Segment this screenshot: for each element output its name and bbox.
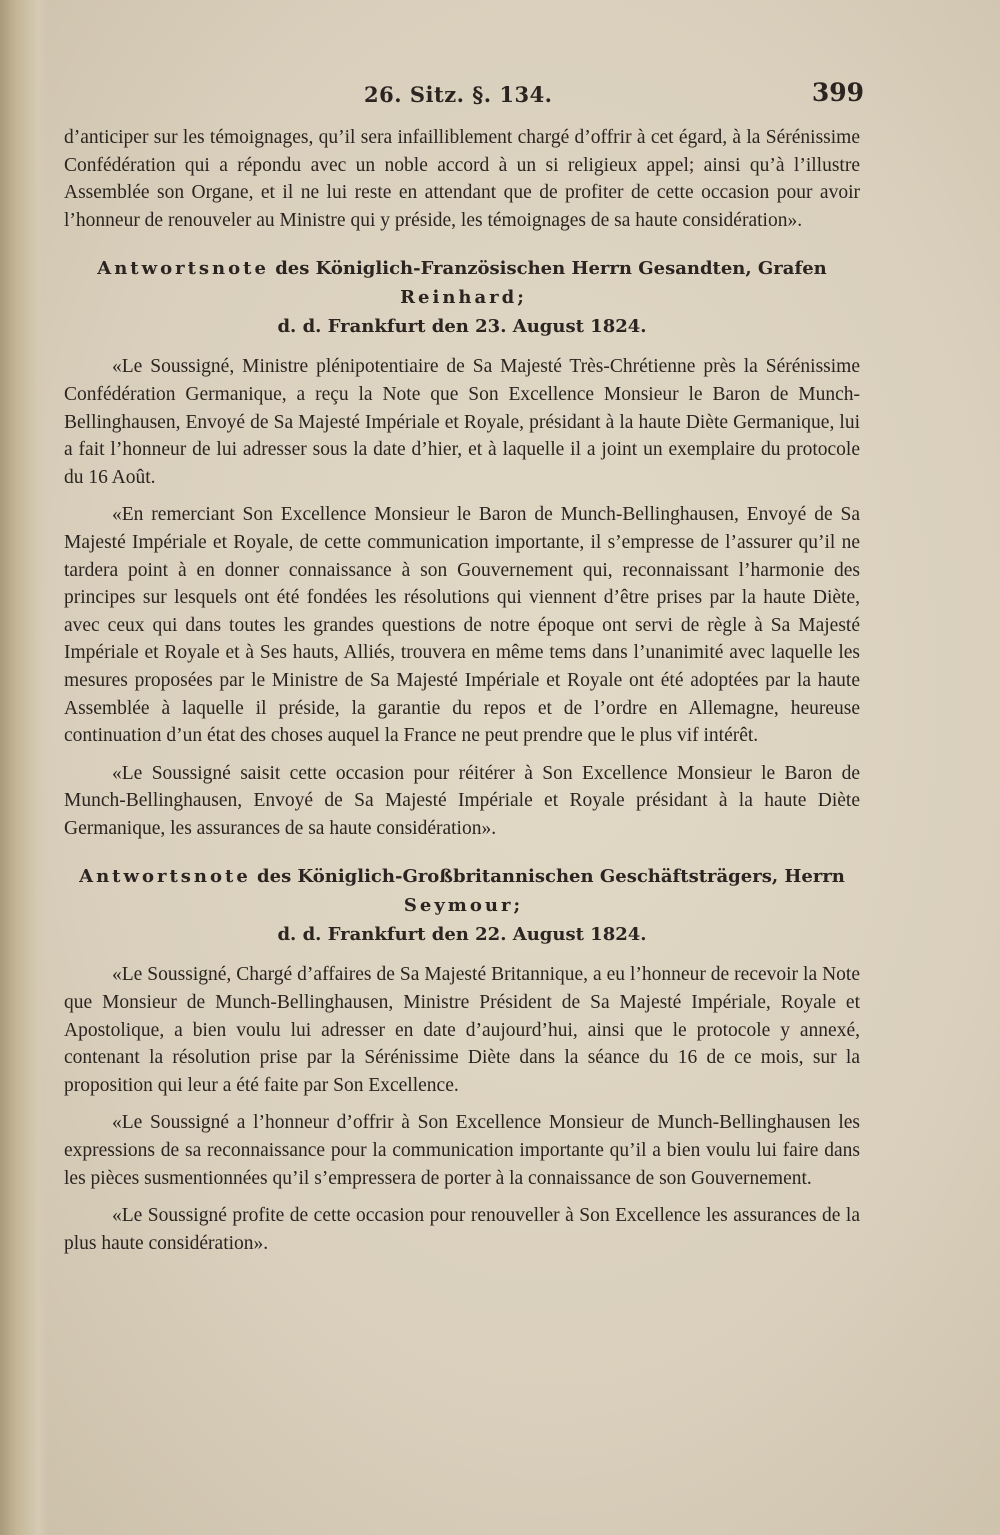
heading-date-line: d. d. Frankfurt den 23. August 1824.: [277, 316, 647, 338]
heading-title-name: Reinhard: [400, 287, 518, 309]
heading-title-middle: des Königlich-Französischen Herrn Gesandten, Grafen: [268, 258, 827, 280]
running-head: 26. Sitz. §. 134.: [364, 82, 553, 107]
heading-title-middle: des Königlich-Großbritannischen Geschäftsträgers, Herrn: [250, 866, 845, 888]
note-heading-reinhard: [64, 254, 860, 341]
paragraph: «Le Soussigné, Ministre plénipotentiaire de Sa Majesté Très-Chrétienne près la Sérénissime Confédération Germanique, a reçu la Note que Son Excellence Monsieur le Baron de Munch-Bellinghausen, Envoyé de Sa Majesté Impériale et Royale, présidant à la haute Diète Germanique, lui a fait l’honneur de lui adresser sous la date d’hier, et à laquelle il a joint un exemplaire du protocole du 16 Août.: [64, 356, 860, 488]
paragraph-continuation: d’anticiper sur les témoignages, qu’il sera infailliblement chargé d’offrir à cet égard, à la Sérénissime Confédération qui a répondu avec un noble accord à un si religieux appel; ainsi qu’à l’illustre Assemblée son Organe, et il ne lui reste en attendant que de profiter de cette occasion pour avoir l’honneur de renouveler au Ministre qui y préside, les témoignages de sa haute considération».: [64, 127, 860, 231]
heading-title-end: ;: [517, 287, 524, 309]
heading-title-end: ;: [513, 895, 521, 917]
paragraph: «Le Soussigné saisit cette occasion pour réitérer à Son Excellence Monsieur le Baron de Munch-Bellinghausen, Envoyé de Sa Majesté Impériale et Royale présidant à la haute Diète Germanique, les assurances de sa haute considération».: [64, 762, 860, 839]
page-number: 399: [811, 78, 864, 107]
paragraph: «En remerciant Son Excellence Monsieur le Baron de Munch-Bellinghausen, Envoyé de Sa Majesté Impériale et Royale, de cette communication importante, il s’empresse de l’assurer qu’il ne tardera point à en donner connaissance à son Gouvernement qui, reconnaissant l’harmonie des principes sur lesquels ont été fondées les résolutions qui viennent d’être prises par la haute Diète, avec ceux qui dans toutes les grandes questions de notre époque ont servi de règle à Sa Majesté Impériale et Royale et à Ses hauts, Alliés, trouvera en même tems dans l’unanimité avec laquelle les mesures proposées par le Ministre de Sa Majesté Impériale et Royale ont été adoptées par la haute Assemblée à laquelle il préside, la garantie du repos et de l’ordre en Allemagne, heureuse continuation d’un état des choses auquel la France ne peut prendre que le plus vif intérêt.: [64, 504, 860, 747]
paragraph: «Le Soussigné profite de cette occasion pour renouveller à Son Excellence les assurances de la plus haute considération».: [64, 1205, 860, 1254]
heading-line-1: [64, 862, 860, 920]
note-heading-seymour: [64, 862, 860, 949]
paragraph: «Le Soussigné a l’honneur d’offrir à Son Excellence Monsieur de Munch-Bellinghausen les expressions de sa reconnaissance pour la communication importante qu’il a bien voulu lui faire dans les pièces susmentionnées qu’il s’empressera de porter à la connaissance de son Gouvernement.: [64, 1112, 860, 1189]
paragraph: «Le Soussigné, Chargé d’affaires de Sa Majesté Britannique, a eu l’honneur de recevoir la Note que Monsieur de Munch-Bellinghausen, Ministre Président de Sa Majesté Impériale, Royale et Apostolique, a bien voulu lui adresser en date d’aujourd’hui, ainsi que le protocole y annexé, contenant la résolution prise par la Sérénissime Diète dans la séance du 16 de ce mois, sur la proposition qui leur a été faite par Son Excellence.: [64, 964, 860, 1096]
book-spine-shadow: [0, 0, 48, 1535]
heading-title-name: Seymour: [403, 895, 514, 917]
page-header: [64, 78, 864, 118]
heading-title-word: Antwortsnote: [97, 258, 269, 280]
heading-title-word: Antwortsnote: [79, 866, 251, 888]
heading-line-1: [64, 254, 860, 312]
heading-date-line: d. d. Frankfurt den 22. August 1824.: [277, 924, 647, 946]
page-body: [64, 124, 860, 1257]
